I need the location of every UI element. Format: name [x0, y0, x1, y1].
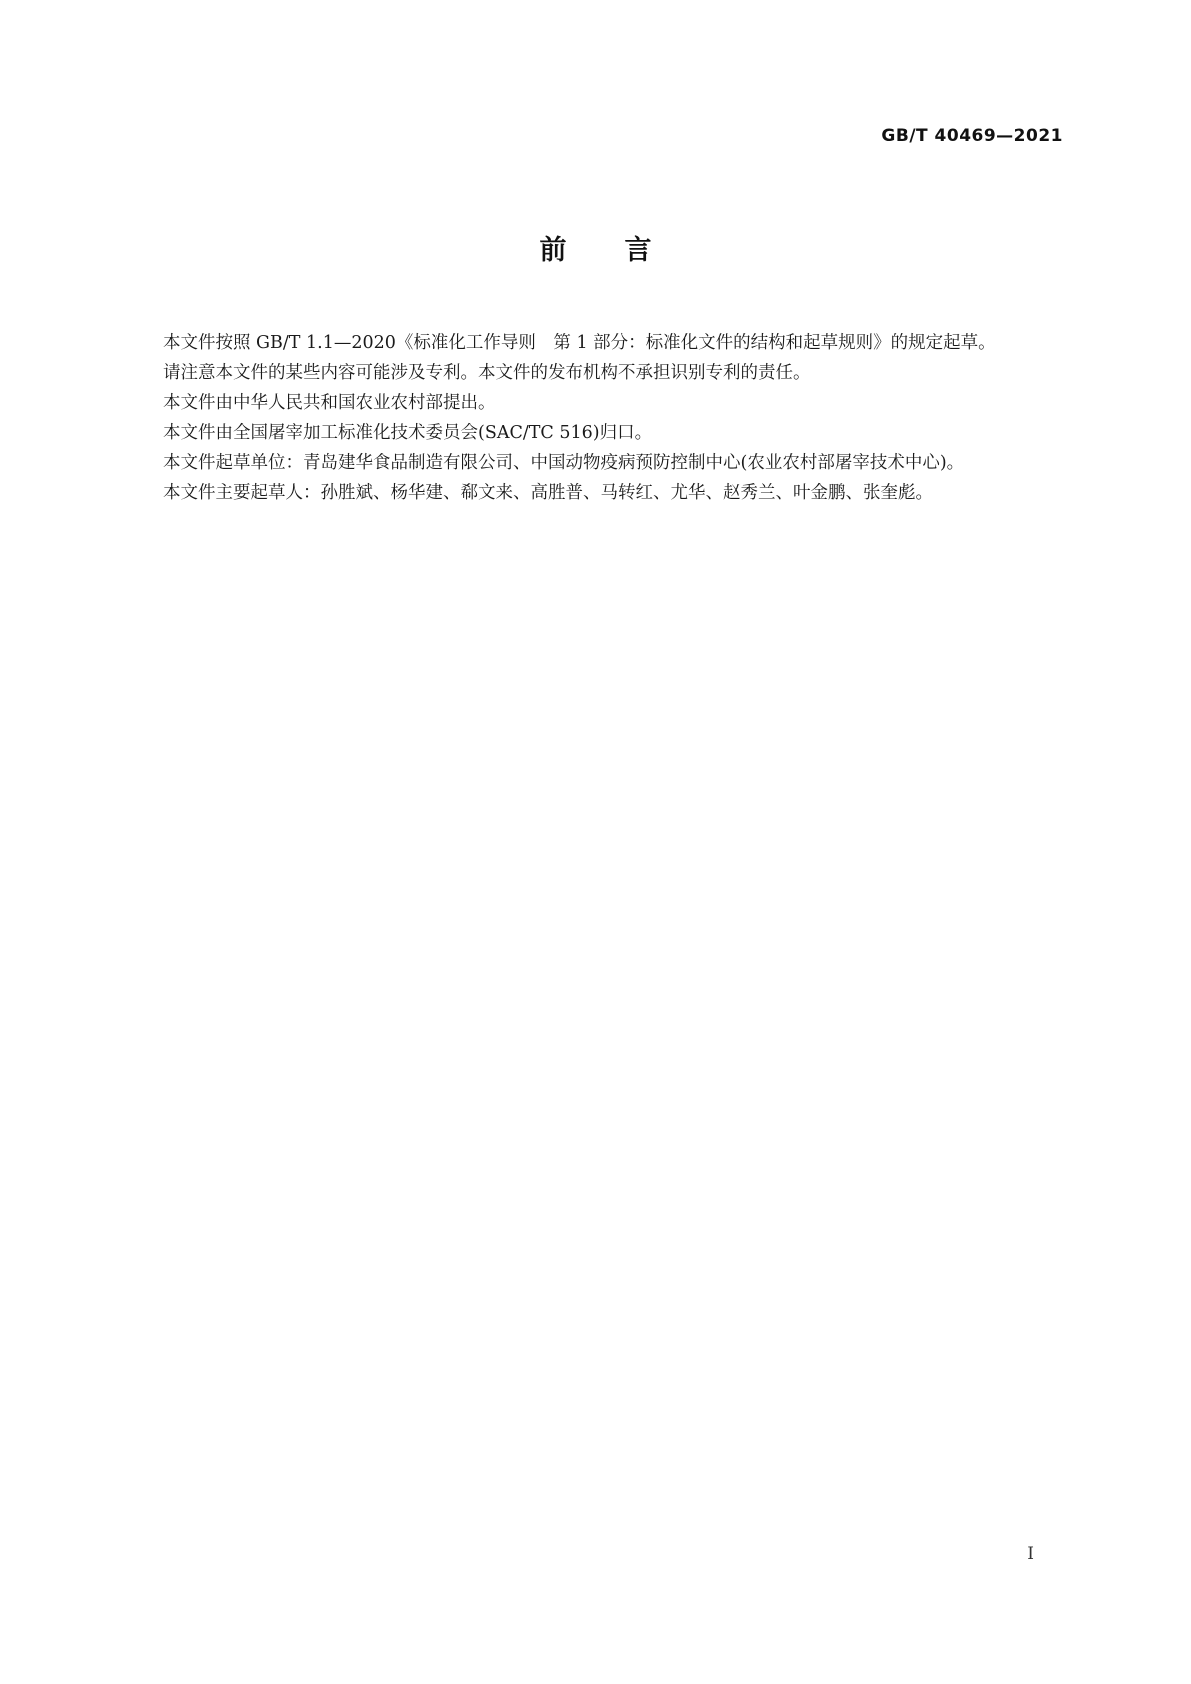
title-char-2: 言 — [624, 235, 652, 266]
paragraph-drafting-units: 本文件起草单位：青岛建华食品制造有限公司、中国动物疫病预防控制中心(农业农村部屠宰技术中心)。 — [163, 453, 965, 473]
paragraph-technical-committee: 本文件由全国屠宰加工标准化技术委员会(SAC/TC 516)归口。 — [163, 423, 653, 443]
paragraph-drafting-rules: 本文件按照 GB/T 1.1—2020《标准化工作导则 第 1 部分：标准化文件的结构和起草规则》的规定起草。 — [163, 333, 996, 353]
paragraph-proposer: 本文件由中华人民共和国农业农村部提出。 — [163, 393, 496, 413]
paragraph-patent-notice: 请注意本文件的某些内容可能涉及专利。本文件的发布机构不承担识别专利的责任。 — [163, 363, 811, 383]
section-title-foreword — [0, 228, 1191, 267]
page-number: I — [1027, 1544, 1034, 1564]
standard-number: GB/T 40469—2021 — [881, 126, 1063, 146]
foreword-body — [128, 328, 1064, 508]
title-char-1: 前 — [539, 235, 567, 266]
paragraph-drafters: 本文件主要起草人：孙胜斌、杨华建、郗文来、高胜普、马转红、尤华、赵秀兰、叶金鹏、张奎彪。 — [163, 483, 933, 503]
